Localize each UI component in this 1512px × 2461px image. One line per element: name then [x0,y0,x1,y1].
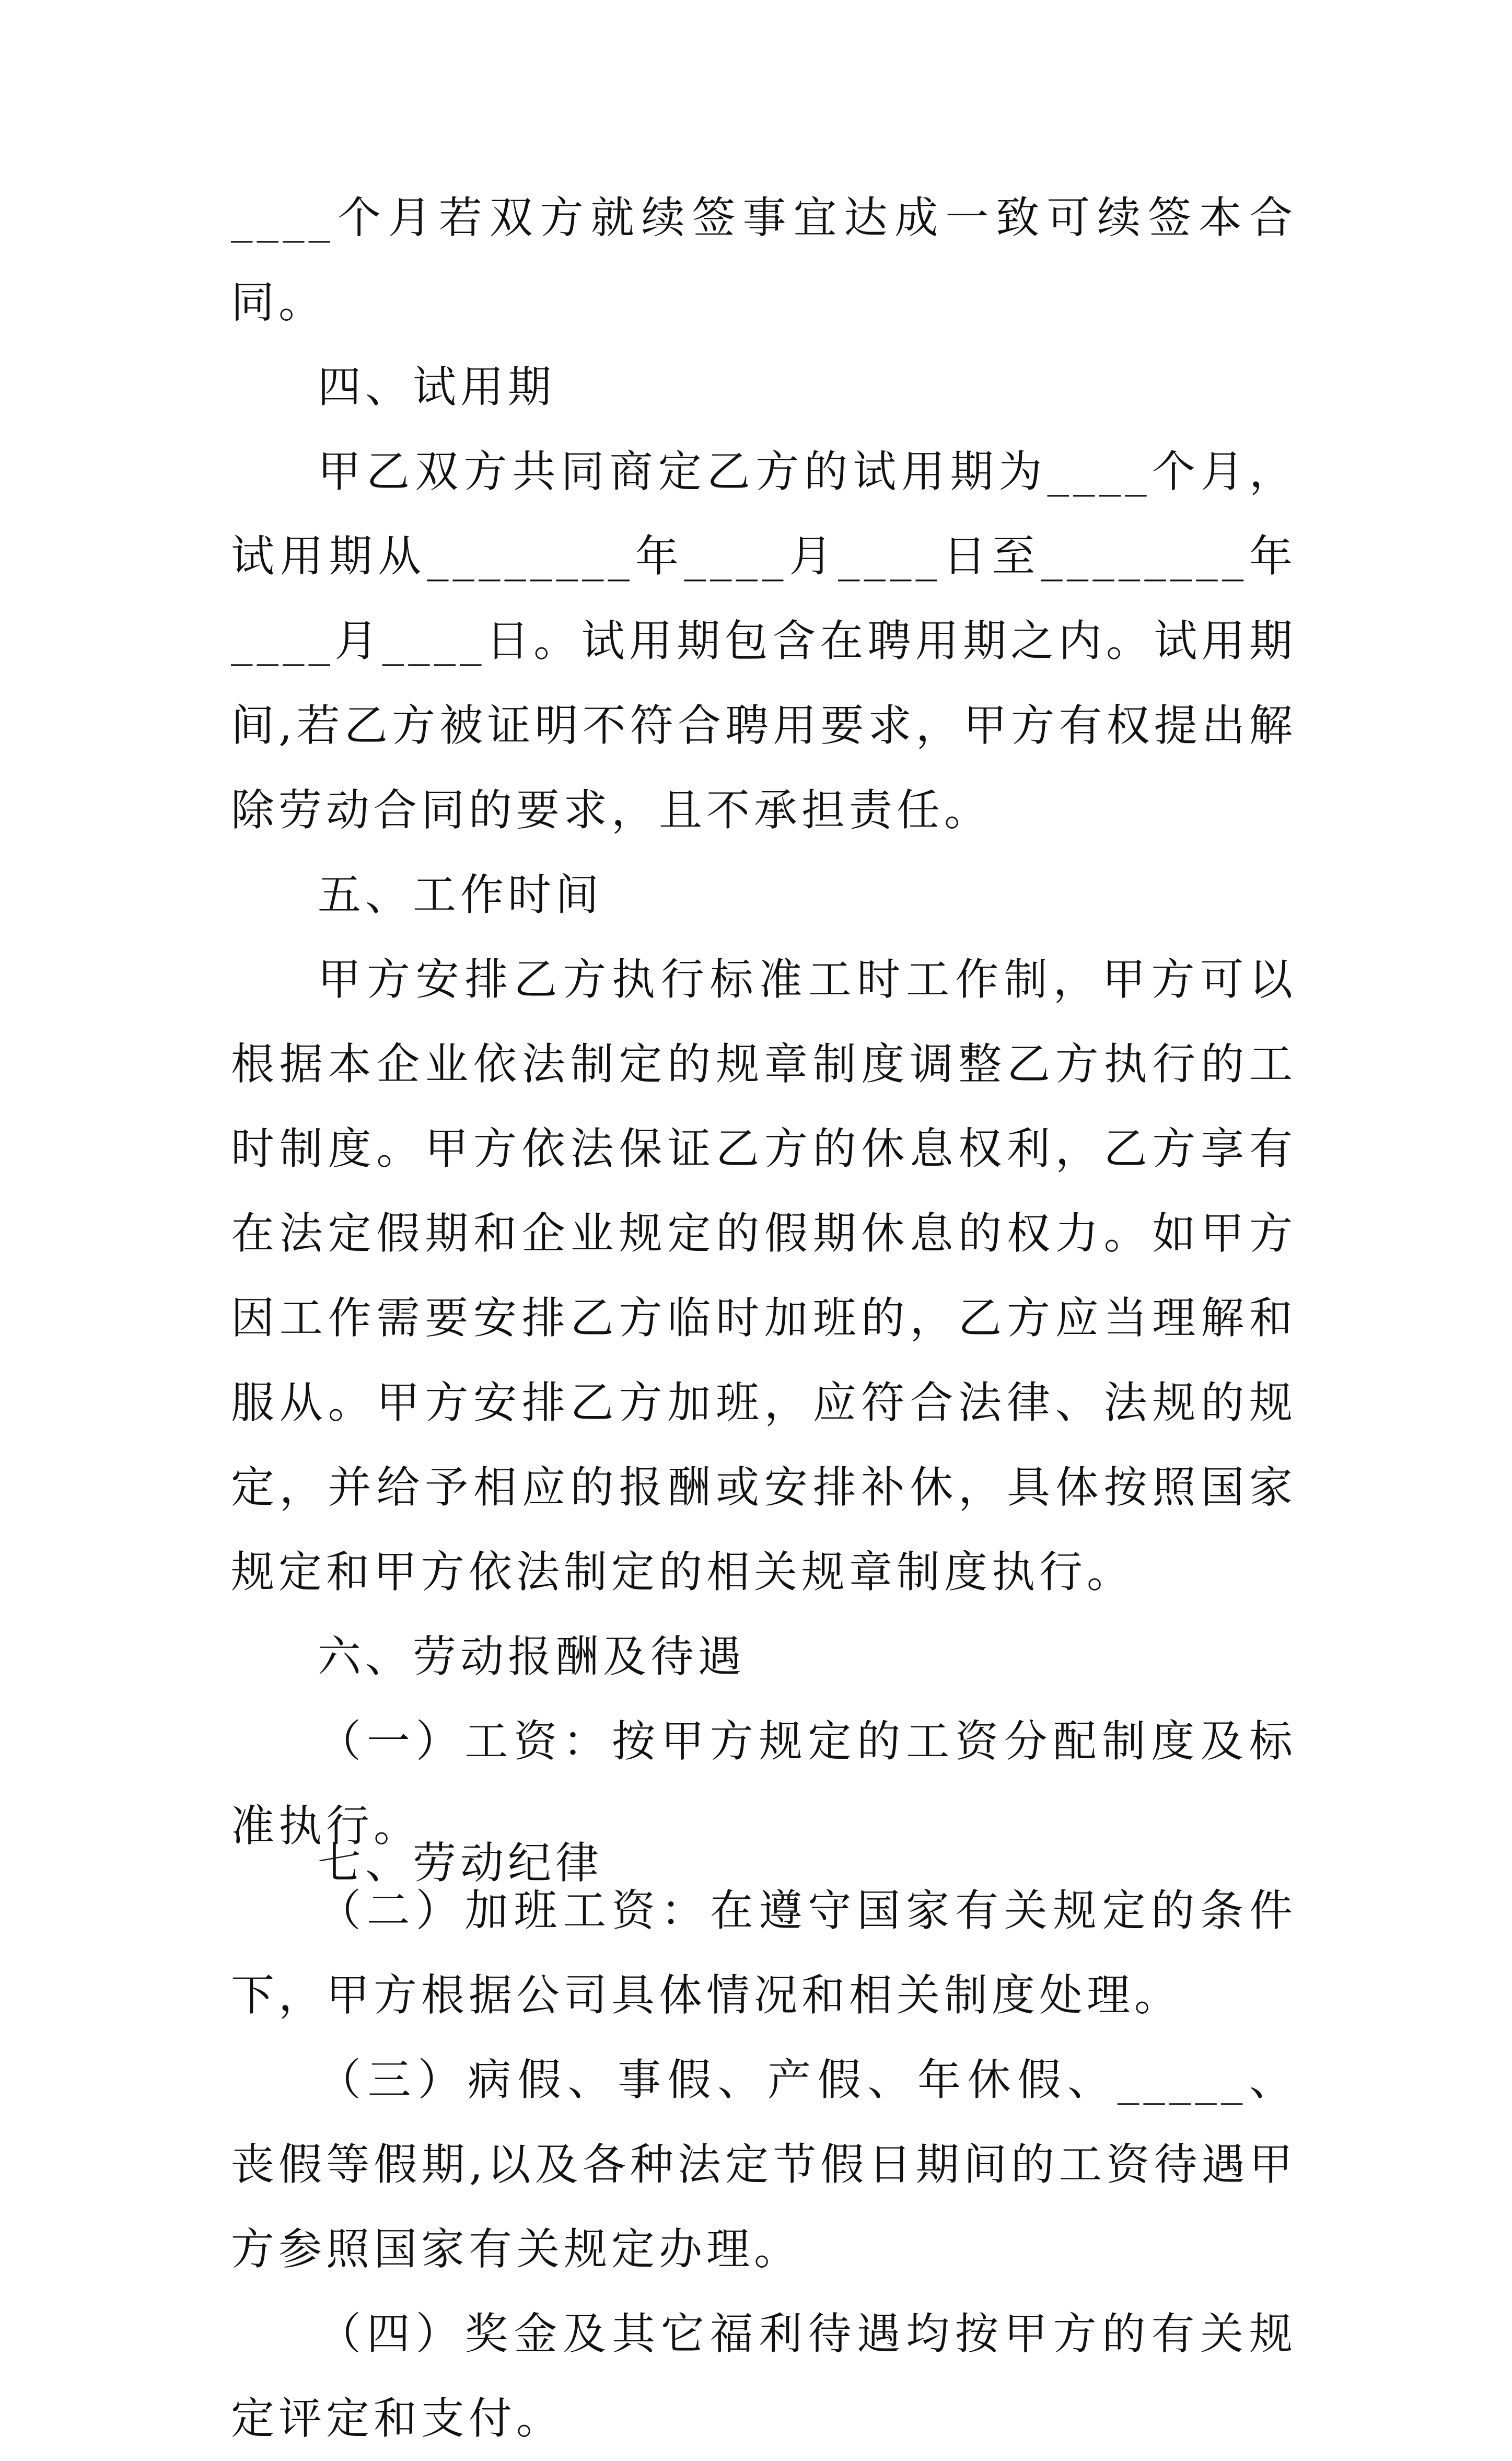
paragraph-bonus: （四）奖金及其它福利待遇均按甲方的有关规定评定和支付。 [231,2308,1297,2444]
document-body [231,176,1297,2461]
section-heading-probation: 四、试用期 [318,362,555,412]
section-heading-discipline: 七、劳动纪律 [318,1838,603,1888]
paragraph-renewal: ____个月若双方就续签事宜达成一致可续签本合同。 [231,192,1297,328]
paragraph-salary: （一）工资：按甲方规定的工资分配制度及标准执行。 [231,1716,1297,1851]
section-heading-remuneration: 六、劳动报酬及待遇 [318,1631,746,1682]
section-heading-work-time: 五、工作时间 [318,869,603,920]
paragraph-leave-pay: （三）病假、事假、产假、年休假、_____、丧假等假期,以及各种法定节假日期间的工资待遇甲方参照国家有关规定办理。 [231,2054,1297,2274]
paragraph-work-time: 甲方安排乙方执行标准工时工作制，甲方可以根据本企业依法制定的规章制度调整乙方执行的工时制度。甲方依法保证乙方的休息权利，乙方享有在法定假期和企业规定的假期休息的权力。如甲方因工作需要安排乙方临时加班的，乙方应当理解和服从。甲方安排乙方加班，应符合法律、法规的规定，并给予相应的报酬或安排补休，具体按照国家规定和甲方依法制定的相关规章制度执行。 [231,954,1297,1597]
paragraph-probation: 甲乙双方共同商定乙方的试用期为____个月，试用期从________年____月____日至________年____月____日。试用期包含在聘用期之内。试用期间,若乙方被证明不符合聘用要求，甲方有权提出解除劳动合同的要求，且不承担责任。 [231,446,1297,835]
paragraph-overtime-pay: （二）加班工资：在遵守国家有关规定的条件下，甲方根据公司具体情况和相关制度处理。 [231,1885,1297,2021]
